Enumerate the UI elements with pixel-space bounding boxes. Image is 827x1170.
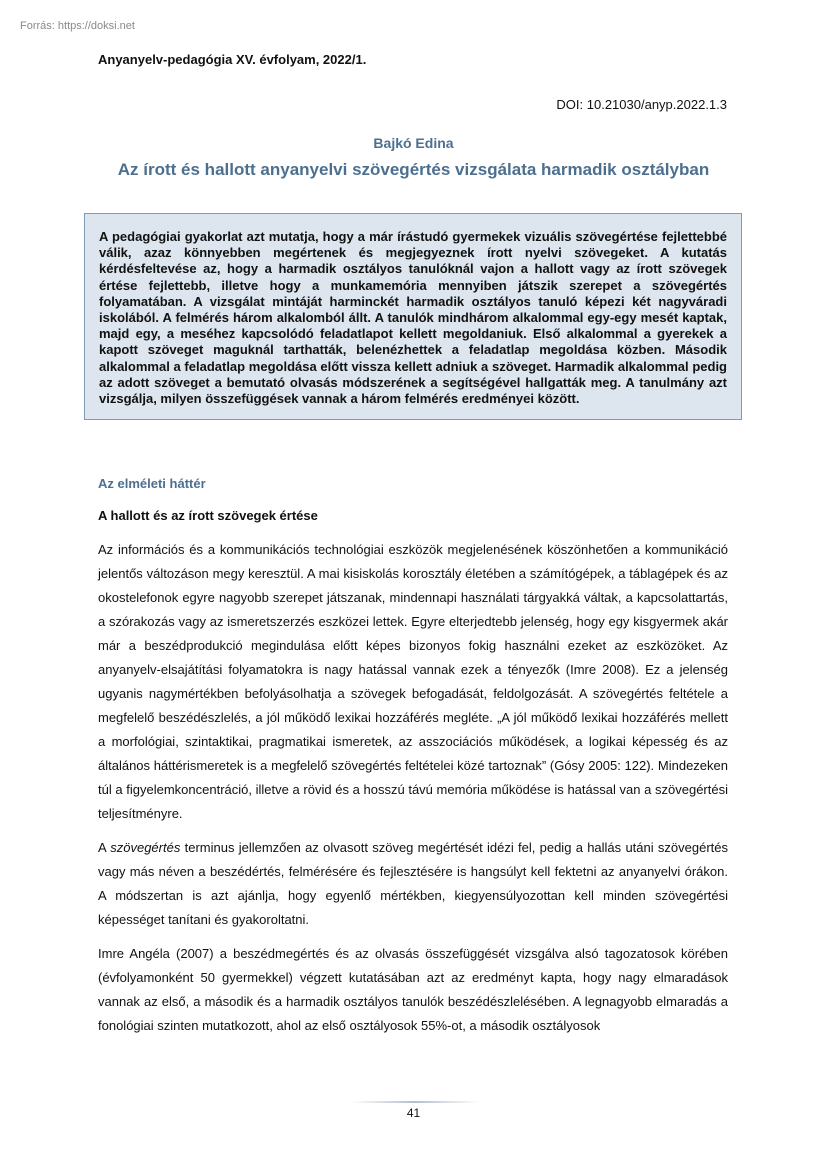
journal-header: Anyanyelv-pedagógia XV. évfolyam, 2022/1. — [98, 52, 367, 67]
paragraph-2-term: szövegértés — [110, 840, 181, 855]
paragraph-1: Az információs és a kommunikációs technológiai eszközök megjelenésének köszönhetően a kommunikáció jelentős változáson megy keresztül. A mai kisiskolás korosztály életében a számítógépek, a táblagépek és az okostelefonok egyre nagyobb szerepet játszanak, mindennapi használati tárgyakká váltak, a kapcsolattartás, a szórakozás vagy az ismeretszerzés eszközei lettek. Egyre elterjedtebb jelenség, hogy egy kisgyermek akár már a beszédprodukció megindulása előtt képes bizonyos fokig használni ezeket az eszközöket. Az anyanyelv-elsajátítási folyamatokra is nagy hatással vannak ezek a tényezők (Imre 2008). Ez a jelenség ugyanis nagymértékben befolyásolhatja a szövegek befogadását, feldolgozását. A szövegértés feltétele a megfelelő beszédészlelés, a jól működő lexikai hozzáférés megléte. „A jól működő lexikai hozzáférés mellett a morfológiai, szintaktikai, pragmatikai ismeretek, az asszociációs működések, a logikai képesség és az általános háttérismeretek is a megfelelő szövegértés feltételei közé tartoznak” (Gósy 2005: 122). Mindezeken túl a figyelemkoncentráció, illetve a rövid és a hosszú távú memória működése is hatással van a szövegértési teljesítményre. — [98, 542, 728, 821]
author-name: Bajkó Edina — [373, 135, 454, 151]
page-number: 41 — [406, 1106, 421, 1120]
paragraph-3: Imre Angéla (2007) a beszédmegértés és az olvasás összefüggését vizsgálva alsó tagozatosok körében (évfolyamonként 50 gyermekkel) végzett kutatásában azt az eredményt kapta, hogy nagy elmaradások vannak az első, a második és a harmadik osztályos tanulók beszédészlelésében. A legnagyobb elmaradás a fonológiai szinten mutatkozott, ahol az első osztályosok 55%-ot, a második osztályosok — [98, 946, 728, 1033]
doi-label: DOI: 10.21030/anyp.2022.1.3 — [556, 97, 727, 112]
footer-divider — [350, 1101, 480, 1103]
article-title: Az írott és hallott anyanyelvi szövegértés vizsgálata harmadik osztályban — [117, 160, 710, 179]
section-heading: Az elméleti háttér — [98, 476, 206, 491]
sub-heading: A hallott és az írott szövegek értése — [98, 508, 318, 523]
abstract-box — [84, 213, 742, 420]
body-text — [98, 538, 728, 1048]
paragraph-2-rest: terminus jellemzően az olvasott szöveg megértését idézi fel, pedig a hallás utáni szövegértés vagy más néven a beszédértés, felmérésére és fejlesztésére is hangsúlyt kell fektetni az anyanyelvi órákon. A módszertan is azt ajánlja, hogy egyenlő mértékben, kiegyensúlyozottan kell minden szövegértési képességet tanítani és gyakoroltatni. — [98, 840, 728, 927]
paragraph-2-start: A — [98, 840, 111, 855]
source-label: Forrás: https://doksi.net — [20, 20, 135, 32]
abstract-text: A pedagógiai gyakorlat azt mutatja, hogy a már írástudó gyermekek vizuális szövegértése fejlettebbé válik, azaz könnyebben megértenek és megjegyeznek írott nyelvi szövegeket. A kutatás kérdésfeltevése az, hogy a harmadik osztályos tanulóknál vajon a hallott vagy az írott szövegek értése fejlettebb, illetve hogy a munkamemória mennyiben játszik szerepet a szövegértés folyamatában. A vizsgálat mintáját harminckét harmadik osztályos tanuló képezi két nagyváradi iskolából. A felmérés három alkalomból állt. A tanulók mindhárom alkalommal egy-egy mesét kaptak, majd egy, a meséhez kapcsolódó feladatlapot kellett megoldaniuk. Első alkalommal a gyerekek a kapott szöveget maguknál tarthatták, belenézhettek a feladatlap megoldása közben. Második alkalommal a feladatlap megoldása előtt vissza kellett adniuk a szöveget. Harmadik alkalommal pedig az adott szöveget a bemutató olvasás módszerének a segítségével hallgatták meg. A tanulmány azt vizsgálja, milyen összefüggések vannak a három felmérés eredményei között. — [99, 229, 727, 407]
paragraph-2 — [98, 836, 728, 932]
